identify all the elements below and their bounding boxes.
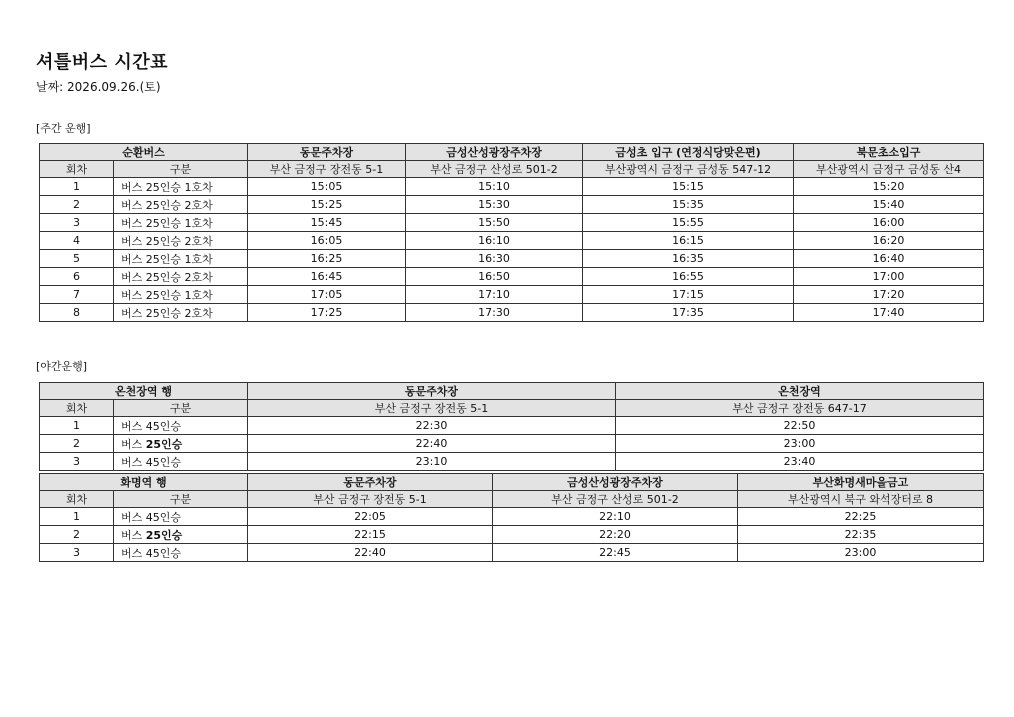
bus-type: 버스 45인승 — [114, 453, 248, 471]
departure-time: 22:35 — [738, 526, 984, 544]
table-row — [40, 526, 984, 544]
stop-address: 부산광역시 금정구 금성동 산4 — [794, 161, 984, 178]
stop-address: 부산 금정구 장전동 5-1 — [248, 161, 406, 178]
departure-time: 17:20 — [794, 286, 984, 304]
departure-time: 17:40 — [794, 304, 984, 322]
bus-type: 버스 25인승 1호차 — [114, 250, 248, 268]
oncheon-schedule-table — [39, 382, 984, 471]
weekday-section-label: [주간 운행] — [36, 122, 91, 135]
round-number: 2 — [40, 526, 114, 544]
stop-name: 부산화명새마을금고 — [738, 474, 984, 491]
round-number: 2 — [40, 435, 114, 453]
stop-name: 북문초소입구 — [794, 144, 984, 161]
round-number: 1 — [40, 508, 114, 526]
departure-time: 15:15 — [583, 178, 794, 196]
departure-time: 23:00 — [738, 544, 984, 562]
departure-time: 15:10 — [406, 178, 583, 196]
departure-time: 15:50 — [406, 214, 583, 232]
table-row — [40, 544, 984, 562]
departure-time: 23:10 — [248, 453, 616, 471]
round-number: 3 — [40, 453, 114, 471]
bus-type — [114, 435, 248, 453]
table-row — [40, 232, 984, 250]
stop-address: 부산 금정구 장전동 5-1 — [248, 491, 493, 508]
departure-time: 15:20 — [794, 178, 984, 196]
bus-type — [114, 526, 248, 544]
bus-type: 버스 25인승 2호차 — [114, 232, 248, 250]
round-header: 회차 — [40, 161, 114, 178]
departure-time: 16:30 — [406, 250, 583, 268]
departure-time: 22:25 — [738, 508, 984, 526]
route-label: 화명역 행 — [40, 474, 248, 491]
departure-time: 16:40 — [794, 250, 984, 268]
round-number: 6 — [40, 268, 114, 286]
departure-time: 17:00 — [794, 268, 984, 286]
bus-type: 버스 25인승 2호차 — [114, 196, 248, 214]
stop-name: 금성산성광장주차장 — [406, 144, 583, 161]
departure-time: 15:55 — [583, 214, 794, 232]
departure-time: 15:45 — [248, 214, 406, 232]
table-row — [40, 196, 984, 214]
departure-time: 17:30 — [406, 304, 583, 322]
departure-time: 16:00 — [794, 214, 984, 232]
departure-time: 15:05 — [248, 178, 406, 196]
departure-time: 16:05 — [248, 232, 406, 250]
bus-type: 버스 25인승 1호차 — [114, 286, 248, 304]
bus-type-capacity: 25인승 — [145, 437, 183, 451]
departure-time: 16:50 — [406, 268, 583, 286]
stop-address: 부산 금정구 산성로 501-2 — [493, 491, 738, 508]
type-header: 구분 — [114, 161, 248, 178]
departure-time: 17:25 — [248, 304, 406, 322]
stop-address: 부산 금정구 산성로 501-2 — [406, 161, 583, 178]
route-label: 순환버스 — [40, 144, 248, 161]
round-number: 7 — [40, 286, 114, 304]
table-row — [40, 453, 984, 471]
departure-time: 16:25 — [248, 250, 406, 268]
stop-name: 동문주차장 — [248, 474, 493, 491]
table-row — [40, 508, 984, 526]
departure-time: 17:35 — [583, 304, 794, 322]
round-number: 3 — [40, 214, 114, 232]
bus-type: 버스 25인승 2호차 — [114, 304, 248, 322]
hwamyeong-schedule-table — [39, 473, 984, 562]
departure-time: 17:10 — [406, 286, 583, 304]
stop-name: 금성산성광장주차장 — [493, 474, 738, 491]
bus-type-prefix: 버스 — [121, 528, 146, 542]
departure-time: 16:10 — [406, 232, 583, 250]
type-header: 구분 — [114, 400, 248, 417]
night-section-label: [야간운행] — [36, 360, 88, 373]
bus-type: 버스 45인승 — [114, 508, 248, 526]
table-row — [40, 178, 984, 196]
departure-time: 15:25 — [248, 196, 406, 214]
type-header: 구분 — [114, 491, 248, 508]
departure-time: 17:15 — [583, 286, 794, 304]
departure-time: 16:15 — [583, 232, 794, 250]
round-header: 회차 — [40, 400, 114, 417]
stop-name: 동문주차장 — [248, 144, 406, 161]
page-title: 셔틀버스 시간표 — [36, 52, 168, 73]
stop-name: 금성초 입구 (연정식당맞은편) — [583, 144, 794, 161]
departure-time: 16:35 — [583, 250, 794, 268]
round-number: 3 — [40, 544, 114, 562]
table-row — [40, 268, 984, 286]
round-number: 1 — [40, 417, 114, 435]
round-number: 4 — [40, 232, 114, 250]
departure-time: 22:05 — [248, 508, 493, 526]
departure-time: 16:20 — [794, 232, 984, 250]
round-number: 8 — [40, 304, 114, 322]
table-row — [40, 214, 984, 232]
round-number: 1 — [40, 178, 114, 196]
bus-type-capacity: 25인승 — [145, 528, 183, 542]
departure-time: 23:00 — [616, 435, 984, 453]
table-row — [40, 304, 984, 322]
bus-type: 버스 25인승 1호차 — [114, 214, 248, 232]
departure-time: 16:55 — [583, 268, 794, 286]
stop-name: 동문주차장 — [248, 383, 616, 400]
round-number: 2 — [40, 196, 114, 214]
departure-time: 15:40 — [794, 196, 984, 214]
round-header: 회차 — [40, 491, 114, 508]
stop-name: 온천장역 — [616, 383, 984, 400]
departure-time: 22:45 — [493, 544, 738, 562]
departure-time: 22:40 — [248, 435, 616, 453]
departure-time: 15:30 — [406, 196, 583, 214]
departure-time: 22:20 — [493, 526, 738, 544]
stop-address: 부산 금정구 장전동 647-17 — [616, 400, 984, 417]
departure-time: 23:40 — [616, 453, 984, 471]
bus-type: 버스 45인승 — [114, 544, 248, 562]
departure-time: 22:50 — [616, 417, 984, 435]
departure-time: 15:35 — [583, 196, 794, 214]
bus-type: 버스 25인승 1호차 — [114, 178, 248, 196]
table-row — [40, 250, 984, 268]
bus-type: 버스 25인승 2호차 — [114, 268, 248, 286]
bus-type: 버스 45인승 — [114, 417, 248, 435]
table-row — [40, 417, 984, 435]
bus-type-prefix: 버스 — [121, 437, 146, 451]
table-row — [40, 286, 984, 304]
departure-time: 22:15 — [248, 526, 493, 544]
stop-address: 부산 금정구 장전동 5-1 — [248, 400, 616, 417]
departure-time: 17:05 — [248, 286, 406, 304]
round-number: 5 — [40, 250, 114, 268]
departure-time: 22:30 — [248, 417, 616, 435]
departure-time: 22:40 — [248, 544, 493, 562]
stop-address: 부산광역시 북구 와석장터로 8 — [738, 491, 984, 508]
schedule-date: 날짜: 2026.09.26.(토) — [36, 80, 161, 94]
departure-time: 22:10 — [493, 508, 738, 526]
table-row — [40, 435, 984, 453]
departure-time: 16:45 — [248, 268, 406, 286]
stop-address: 부산광역시 금정구 금성동 547-12 — [583, 161, 794, 178]
route-label: 온천장역 행 — [40, 383, 248, 400]
weekday-schedule-table — [39, 143, 984, 322]
